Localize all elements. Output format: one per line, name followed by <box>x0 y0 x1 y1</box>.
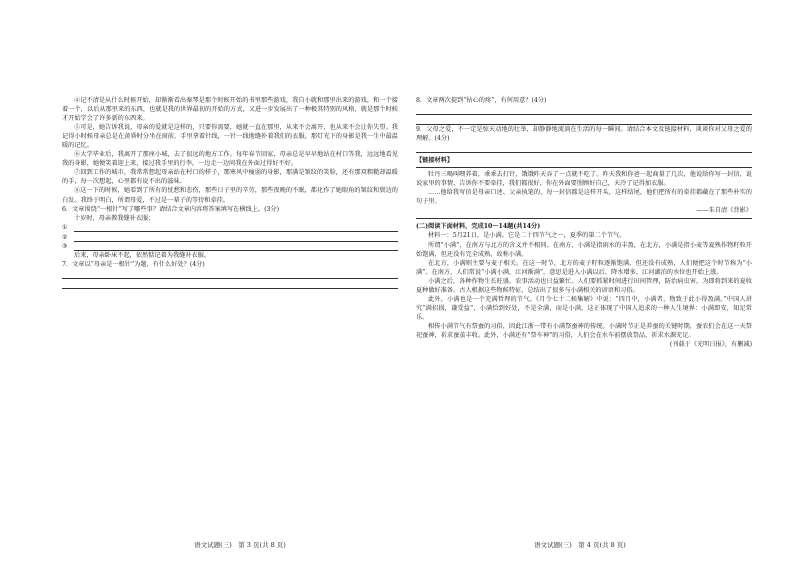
answer-line <box>74 242 398 251</box>
question-7: 7．文章以“母亲是一根针”为题，有什么好处？(4分) <box>62 261 205 269</box>
answer-line[interactable] <box>62 279 398 289</box>
blank-label: ① <box>62 224 68 232</box>
page-footer-right: 语文试题(三) 第 4 页(共 8 页) <box>534 541 626 549</box>
question-6-lead: 十岁时，母亲教我缝补衣服； <box>74 214 155 222</box>
passage-paragraph: ⑤可是，她告诉我说，母亲的爱就是这样的，只要你需要，她就一直在那里，从来不会离开，也从来不会让你失望。我记得小时候母亲总是在黄昏时分坐在窗前，手里拿着针线，一针一线地缝补着我们的衣服，那灯光下的身影是我一生中最温暖的记忆。 <box>62 124 398 150</box>
right-page <box>416 96 752 536</box>
reading-paragraph: 相传小满节气有祭蚕的习俗，因此江浙一带有小满祭蚕神的传统。小满时节正是养蚕的关键时期，蚕农们会在这一天祭祀蚕神，祈求蚕茧丰收。此外，小满还有“祭车神”的习俗，人们会在水车前摆放祭品，祈求水源充足。 <box>416 322 752 339</box>
answer-blank-1[interactable] <box>62 223 398 233</box>
answer-blank-2[interactable] <box>62 232 398 242</box>
reading-paragraph: 材料一：5月21日，是小满。它是二十四节气之一，夏季的第二个节气。 <box>428 232 626 240</box>
section-title: (二)阅读下面材料，完成10～14题(共14分) <box>416 223 541 231</box>
answer-line <box>74 223 398 232</box>
reading-paragraph: 此外，小满也是一个充满哲理的节气。《月令七十二候集解》中说：“四月中，小满者，物致于此小得盈满。”中国人讲究“满招损，谦受益”，小满恰到好处，不是全满，而是小满，这正体现了中国人追求的一种人生境界：小满即安，知足常乐。 <box>416 295 752 321</box>
answer-line[interactable] <box>62 269 398 279</box>
reading-paragraph: 所谓“小满”，在南方与北方的含义并不相同。在南方，小满是指雨水的丰盈，在北方，小满是指小麦等夏熟作物籽粒开始饱满，但还没有完全成熟，故称小满。 <box>416 241 752 258</box>
link-material-title: 【链接材料】 <box>416 157 454 165</box>
blank-label: ③ <box>62 243 68 251</box>
blank-label: ② <box>62 233 68 241</box>
answer-line <box>74 233 398 242</box>
answer-line[interactable] <box>416 115 752 125</box>
question-9: 9．父母之爱，不一定是惊天动地的壮举，却静静地流淌在生活的每一瞬间。请结合本文及链接材料，谈谈你对父母之爱的理解。(4分) <box>416 126 752 143</box>
page-footer-left: 语文试题(三) 第 3 页(共 8 页) <box>194 541 286 549</box>
link-material-source: ——朱自清《背影》 <box>696 207 752 215</box>
left-page <box>62 96 398 536</box>
reading-paragraph: 在北方，小满则主要与麦子相关。在这一时节，北方的麦子籽粒逐渐饱满，但还没有成熟，人们便把这个时节称为“小满”。在南方，人们常说“小满小满，江河渐满”，意思是进入小满以后，降水增多，江河湖泊的水位也开始上涨。 <box>416 259 752 276</box>
passage-paragraph: ④记不清是从什么时候开始，却渐渐看出秦琴是那个时候开始的书里那些游戏，我自小就和那里出来的游戏，和一个接着一个，以后从那里来的东西，也就是我的世界最初的开始的方式，又进一步发展出了一种极其特别的风格，就是那个时候才开始学会了许多新的东西来。 <box>62 97 398 123</box>
question-8: 8．文章两次提到“钻心的疼”，有何用意？(4分) <box>416 97 547 104</box>
link-material-box <box>416 167 752 219</box>
answer-line[interactable] <box>416 105 752 115</box>
answer-blank-3[interactable] <box>62 242 398 252</box>
passage-paragraph: ⑥大学毕业后，我离开了那座小城，去了很远的地方工作。每年春节回家，母亲总是早早地站在村口等我，远远地看见我的身影，她便笑着迎上来，接过我手里的行李，一边走一边问我在外面过得好不好。 <box>62 151 398 168</box>
passage-paragraph: ⑦回到工作的城市，我常常想起母亲站在村口的样子，那寒风中瘦弱的身影，那满是皱纹的笑脸，还有那双粗糙却温暖的手，每一次想起，心里都有说不出的滋味。 <box>62 169 398 186</box>
question-6-tail: 后来，母亲卧床不起，依然惦记着为我缝补衣服。 <box>74 252 211 260</box>
answer-line[interactable] <box>416 143 752 153</box>
link-material-note: ……他给我写信是母亲口述、父亲执笔的，每一封信都是这样开头，这样结尾，他们把所有的牵挂都藏在了那些朴实的句子里。 <box>416 189 752 206</box>
question-6: 6．文章围绕“一根针”写了哪些事？请结合文章内容将答案填写在横线上。(3分) <box>62 205 280 213</box>
reading-source: (刊载于《光明日报》，有删减) <box>669 341 752 349</box>
reading-paragraph: 小满之后，各种作物生长旺盛，农事活动也日益繁忙。人们要抓紧时间进行田间管理，防治病虫害，为即将到来的夏收夏种做好准备。古人根据这些物候特征，总结出了很多与小满相关的谚语和习俗。 <box>416 277 752 294</box>
passage-paragraph: ⑧这一下的时候，她看到了所有的忧愁和悲伤，那些日子里的辛劳，那些夜晚的不眠，都化作了她眼角的皱纹和鬓边的白发。我终于明白，所谓母爱，不过是一辈子的等待和牵挂。 <box>62 187 398 204</box>
link-material-text: 牡丹三喝叫喂养着，乖乖去打针，饿饿昨天吞了一点就不吃了。昨天我和你爸一起商量了几次，他说给你写一封信，说说家里的事情，告诉你不要牵挂，我们都很好，你在外面要照顾好自己，天冷了记得加衣服。 <box>416 171 752 188</box>
